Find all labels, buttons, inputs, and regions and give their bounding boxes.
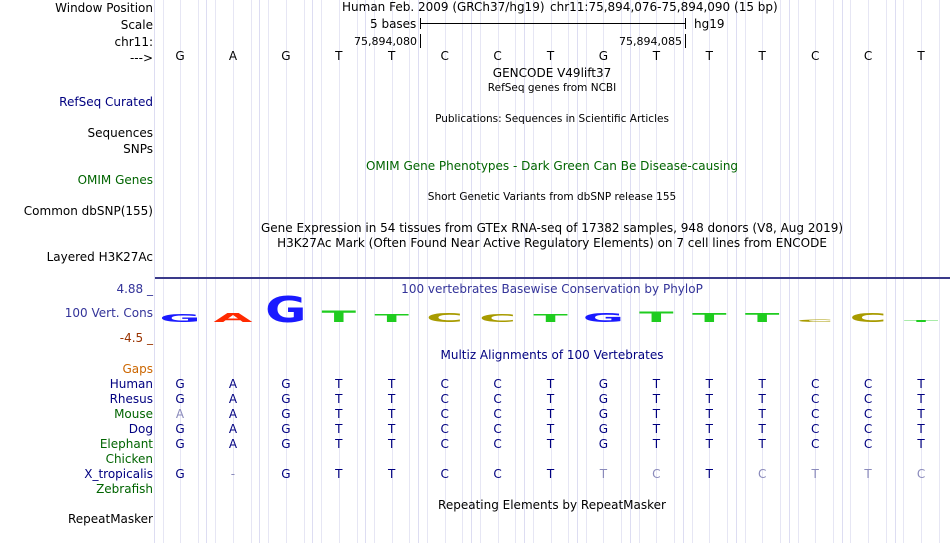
alignment-base: C xyxy=(440,422,449,436)
sequences-track-label[interactable]: Sequences xyxy=(87,126,153,140)
coordinate-tick xyxy=(420,34,421,48)
omim-track-label[interactable]: OMIM Genes xyxy=(77,173,153,187)
reference-base: T xyxy=(652,49,661,63)
snps-track-label[interactable]: SNPs xyxy=(123,142,153,156)
alignment-base: T xyxy=(705,422,713,436)
refseq-track-label[interactable]: RefSeq Curated xyxy=(59,95,153,109)
alignment-base: C xyxy=(916,467,926,481)
alignment-base: T xyxy=(652,392,661,406)
cons-min-value: -4.5 _ xyxy=(119,331,153,345)
alignment-base: T xyxy=(917,437,925,451)
alignment-base: T xyxy=(546,422,555,436)
dbsnp-track-description: Short Genetic Variants from dbSNP release 155 xyxy=(427,191,677,203)
scale-bar-right-tick xyxy=(685,18,686,29)
strand-arrow[interactable]: ---> xyxy=(129,51,153,65)
alignment-base: G xyxy=(281,407,291,421)
alignment-base: T xyxy=(811,467,819,481)
species-label[interactable]: Mouse xyxy=(114,407,153,421)
conservation-letter: G xyxy=(582,310,625,325)
alignment-base: G xyxy=(598,392,609,406)
multiz-track-description: Multiz Alignments of 100 Vertebrates xyxy=(440,348,664,362)
alignment-base: G xyxy=(281,392,291,406)
alignment-base: C xyxy=(810,407,820,421)
phylop-track-description: 100 vertebrates Basewise Conservation by PhyloP xyxy=(401,282,703,296)
alignment-base: C xyxy=(493,392,502,406)
alignment-base: T xyxy=(546,467,555,481)
scale-label: Scale xyxy=(120,18,153,32)
conservation-letter: A xyxy=(213,310,253,325)
alignment-base: T xyxy=(705,377,713,391)
coordinate-tick xyxy=(685,34,686,48)
conservation-letter: T xyxy=(745,310,780,325)
conservation-letter: T xyxy=(321,306,356,325)
alignment-base: T xyxy=(335,467,343,481)
conservation-letter: G xyxy=(159,311,201,325)
repeatmasker-track-label[interactable]: RepeatMasker xyxy=(67,512,153,526)
scale-db: hg19 xyxy=(694,17,725,31)
alignment-base: T xyxy=(546,377,555,391)
species-label[interactable]: Dog xyxy=(128,422,153,436)
scale-bar-left-tick xyxy=(420,18,421,29)
species-label[interactable]: Human xyxy=(109,377,153,391)
reference-base: T xyxy=(335,49,343,63)
alignment-base: C xyxy=(863,437,873,451)
alignment-base: T xyxy=(335,407,343,421)
alignment-base: T xyxy=(705,467,713,481)
coordinate-tick-label: 75,894,085 xyxy=(619,35,682,48)
alignment-base: C xyxy=(758,467,767,481)
alignment-base: C xyxy=(493,377,502,391)
chromosome-label: chr11: xyxy=(114,35,153,49)
alignment-base: C xyxy=(440,377,449,391)
alignment-base: T xyxy=(388,437,396,451)
alignment-base: T xyxy=(917,407,925,421)
alignment-base: T xyxy=(388,377,396,391)
reference-base: G xyxy=(598,49,609,63)
coordinate-tick-label: 75,894,080 xyxy=(354,35,417,48)
alignment-base: C xyxy=(863,392,873,406)
alignment-base: T xyxy=(335,377,343,391)
gaps-track-label[interactable]: Gaps xyxy=(122,362,153,376)
alignment-base: T xyxy=(758,407,766,421)
reference-base: C xyxy=(493,49,502,63)
alignment-base: G xyxy=(598,407,609,421)
alignment-base: G xyxy=(175,377,185,391)
alignment-base: C xyxy=(440,407,449,421)
reference-base: C xyxy=(863,49,873,63)
alignment-base: T xyxy=(758,437,766,451)
alignment-base: T xyxy=(335,392,343,406)
alignment-base: T xyxy=(388,407,396,421)
alignment-base: T xyxy=(758,392,766,406)
alignment-base: T xyxy=(705,392,713,406)
alignment-base: C xyxy=(863,377,873,391)
reference-base: T xyxy=(705,49,713,63)
alignment-base: T xyxy=(758,422,766,436)
conservation-letter: T xyxy=(639,308,674,325)
reference-base: T xyxy=(546,49,555,63)
alignment-base: C xyxy=(493,437,502,451)
alignment-base: C xyxy=(493,407,502,421)
alignment-base: T xyxy=(546,407,555,421)
alignment-base: C xyxy=(810,392,820,406)
alignment-base: C xyxy=(810,437,820,451)
scale-bar xyxy=(420,23,685,24)
alignment-base: T xyxy=(864,467,872,481)
alignment-base: T xyxy=(652,377,661,391)
alignment-base: C xyxy=(440,467,449,481)
conservation-letter: C xyxy=(796,318,834,323)
species-label[interactable]: Chicken xyxy=(105,452,153,466)
alignment-base: - xyxy=(230,467,236,481)
alignment-base: C xyxy=(493,422,502,436)
assembly-title: Human Feb. 2009 (GRCh37/hg19) xyxy=(342,0,545,14)
alignment-base: T xyxy=(917,377,925,391)
alignment-base: T xyxy=(917,392,925,406)
alignment-base: T xyxy=(705,437,713,451)
alignment-base: C xyxy=(810,422,820,436)
alignment-base: A xyxy=(228,377,238,391)
gencode-track-title[interactable]: GENCODE V49lift37 xyxy=(492,66,612,80)
alignment-base: T xyxy=(652,407,661,421)
conservation-letter: T xyxy=(374,311,409,325)
conservation-letter: T xyxy=(903,319,939,323)
alignment-base: T xyxy=(917,422,925,436)
reference-base: T xyxy=(388,49,396,63)
conservation-letter: C xyxy=(849,310,887,325)
window-position-value[interactable]: chr11:75,894,076-75,894,090 (15 bp) xyxy=(550,0,778,14)
species-label[interactable]: X_tropicalis xyxy=(84,467,153,481)
species-label[interactable]: Elephant xyxy=(99,437,153,451)
publications-track-description: Publications: Sequences in Scientific Articles xyxy=(435,113,669,125)
alignment-base: T xyxy=(758,377,766,391)
conservation-letter: G xyxy=(265,295,307,325)
species-label[interactable]: Zebrafish xyxy=(96,482,153,496)
alignment-base: T xyxy=(652,437,661,451)
alignment-base: A xyxy=(228,422,238,436)
alignment-base: G xyxy=(281,422,291,436)
alignment-base: C xyxy=(863,407,873,421)
refseq-track-description: RefSeq genes from NCBI xyxy=(487,82,617,94)
alignment-base: T xyxy=(652,422,661,436)
alignment-base: G xyxy=(281,437,291,451)
alignment-base: G xyxy=(175,422,185,436)
alignment-base: T xyxy=(546,392,555,406)
reference-base: G xyxy=(175,49,185,63)
alignment-base: T xyxy=(335,422,343,436)
window-position-label: Window Position xyxy=(55,1,153,15)
conservation-logo[interactable] xyxy=(155,295,950,325)
conservation-letter: T xyxy=(533,311,568,325)
cons-track-label[interactable]: 100 Vert. Cons xyxy=(64,306,153,320)
alignment-base: T xyxy=(335,437,343,451)
alignment-base: C xyxy=(652,467,661,481)
alignment-base: T xyxy=(599,467,608,481)
alignment-base: G xyxy=(175,392,185,406)
species-label[interactable]: Rhesus xyxy=(109,392,153,406)
alignment-base: G xyxy=(281,377,291,391)
dbsnp-track-label[interactable]: Common dbSNP(155) xyxy=(23,204,153,218)
alignment-base: G xyxy=(175,437,185,451)
alignment-base: G xyxy=(598,437,609,451)
alignment-base: G xyxy=(281,467,291,481)
alignment-base: T xyxy=(388,422,396,436)
alignment-base: C xyxy=(440,392,449,406)
scale-text: 5 bases xyxy=(370,17,417,31)
alignment-base: T xyxy=(388,392,396,406)
conservation-letter: T xyxy=(692,310,727,325)
h3k27ac-track-label[interactable]: Layered H3K27Ac xyxy=(46,250,153,264)
gtex-track-description: Gene Expression in 54 tissues from GTEx RNA-seq of 17382 samples, 948 donors (V8, Aug 2019) xyxy=(260,221,844,235)
alignment-base: A xyxy=(228,407,238,421)
reference-base: C xyxy=(810,49,820,63)
reference-base: G xyxy=(281,49,291,63)
alignment-base: C xyxy=(493,467,502,481)
repeatmasker-track-description: Repeating Elements by RepeatMasker xyxy=(438,498,666,512)
alignment-base: T xyxy=(388,467,396,481)
alignment-base: A xyxy=(228,437,238,451)
alignment-base: C xyxy=(863,422,873,436)
alignment-base: T xyxy=(546,437,555,451)
alignment-base: A xyxy=(175,407,185,421)
track-group-divider xyxy=(155,277,950,279)
reference-base: T xyxy=(758,49,766,63)
alignment-base: G xyxy=(598,422,609,436)
cons-max-value: 4.88 _ xyxy=(116,282,153,296)
reference-base: A xyxy=(228,49,238,63)
alignment-base: C xyxy=(440,437,449,451)
reference-base: T xyxy=(917,49,925,63)
alignment-base: C xyxy=(810,377,820,391)
conservation-letter: C xyxy=(426,310,464,325)
alignment-base: A xyxy=(228,392,238,406)
omim-track-description: OMIM Gene Phenotypes - Dark Green Can Be Disease-causing xyxy=(365,159,739,173)
conservation-letter: C xyxy=(479,311,517,325)
alignment-base: G xyxy=(175,467,185,481)
reference-base: C xyxy=(440,49,449,63)
alignment-base: G xyxy=(598,377,609,391)
h3k27ac-track-description: H3K27Ac Mark (Often Found Near Active Regulatory Elements) on 7 cell lines from ENCODE xyxy=(277,236,827,250)
alignment-base: T xyxy=(705,407,713,421)
